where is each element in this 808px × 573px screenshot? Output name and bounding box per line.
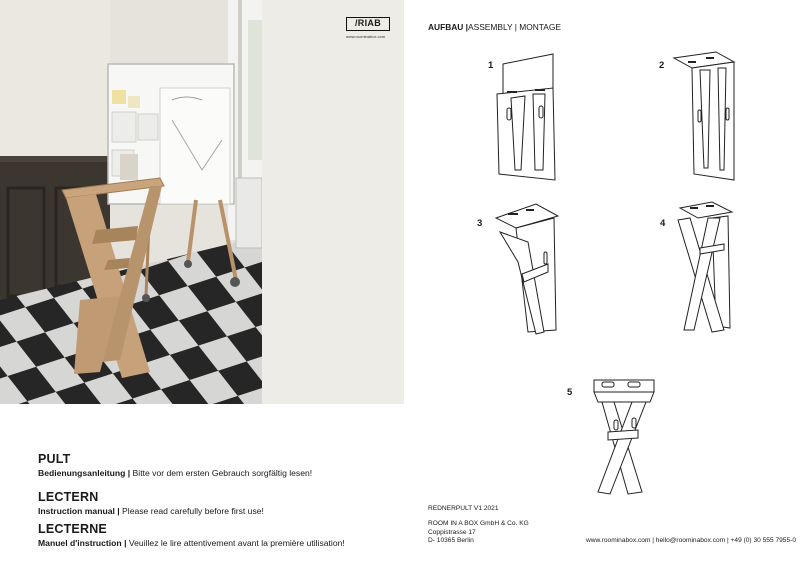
- contact-line: www.roominabox.com | hello@roominabox.com | +49 (0) 30 555 7955-0: [585, 537, 796, 544]
- beige-panel: [262, 0, 404, 404]
- intro-de: [38, 452, 312, 478]
- intro-en: [38, 490, 264, 516]
- step-number-3: 3: [477, 218, 483, 229]
- step-2-diagram: [670, 50, 740, 182]
- subtitle-en: Instruction manual | Please read carefully before first use!: [38, 506, 264, 516]
- subtitle-de: Bedienungsanleitung | Bitte vor dem ersten Gebrauch sorgfältig lesen!: [38, 468, 313, 478]
- step-5-diagram: [588, 374, 660, 498]
- company-street: Coppistrasse 17: [428, 528, 476, 536]
- version-label: REDNERPULT V1 2021: [428, 505, 499, 512]
- company-address: [428, 520, 529, 546]
- subtitle-fr: Manuel d'instruction | Veuillez le lire attentivement avant la première utilisation!: [38, 538, 345, 548]
- lectern-photo-illustration: [0, 0, 262, 404]
- logo-url: www.roominabox.com: [346, 34, 386, 39]
- company-city: D- 10365 Berlin: [428, 537, 474, 545]
- intro-fr: [38, 522, 345, 548]
- step-3-diagram: [488, 202, 568, 338]
- title-lecterne: LECTERNE: [38, 522, 107, 536]
- riab-logo: /RIAB: [346, 17, 390, 31]
- lectern-photo: [0, 0, 262, 404]
- title-pult: PULT: [38, 452, 71, 466]
- assembly-heading: AUFBAU |ASSEMBLY | MONTAGE: [428, 22, 561, 32]
- step-4-diagram: [672, 200, 742, 336]
- step-1-diagram: [495, 50, 565, 182]
- company-name: ROOM IN A BOX GmbH & Co. KG: [428, 520, 529, 527]
- step-number-1: 1: [488, 60, 494, 71]
- title-lectern: LECTERN: [38, 490, 99, 504]
- step-number-2: 2: [659, 60, 665, 71]
- step-number-4: 4: [660, 218, 666, 229]
- step-number-5: 5: [567, 387, 573, 398]
